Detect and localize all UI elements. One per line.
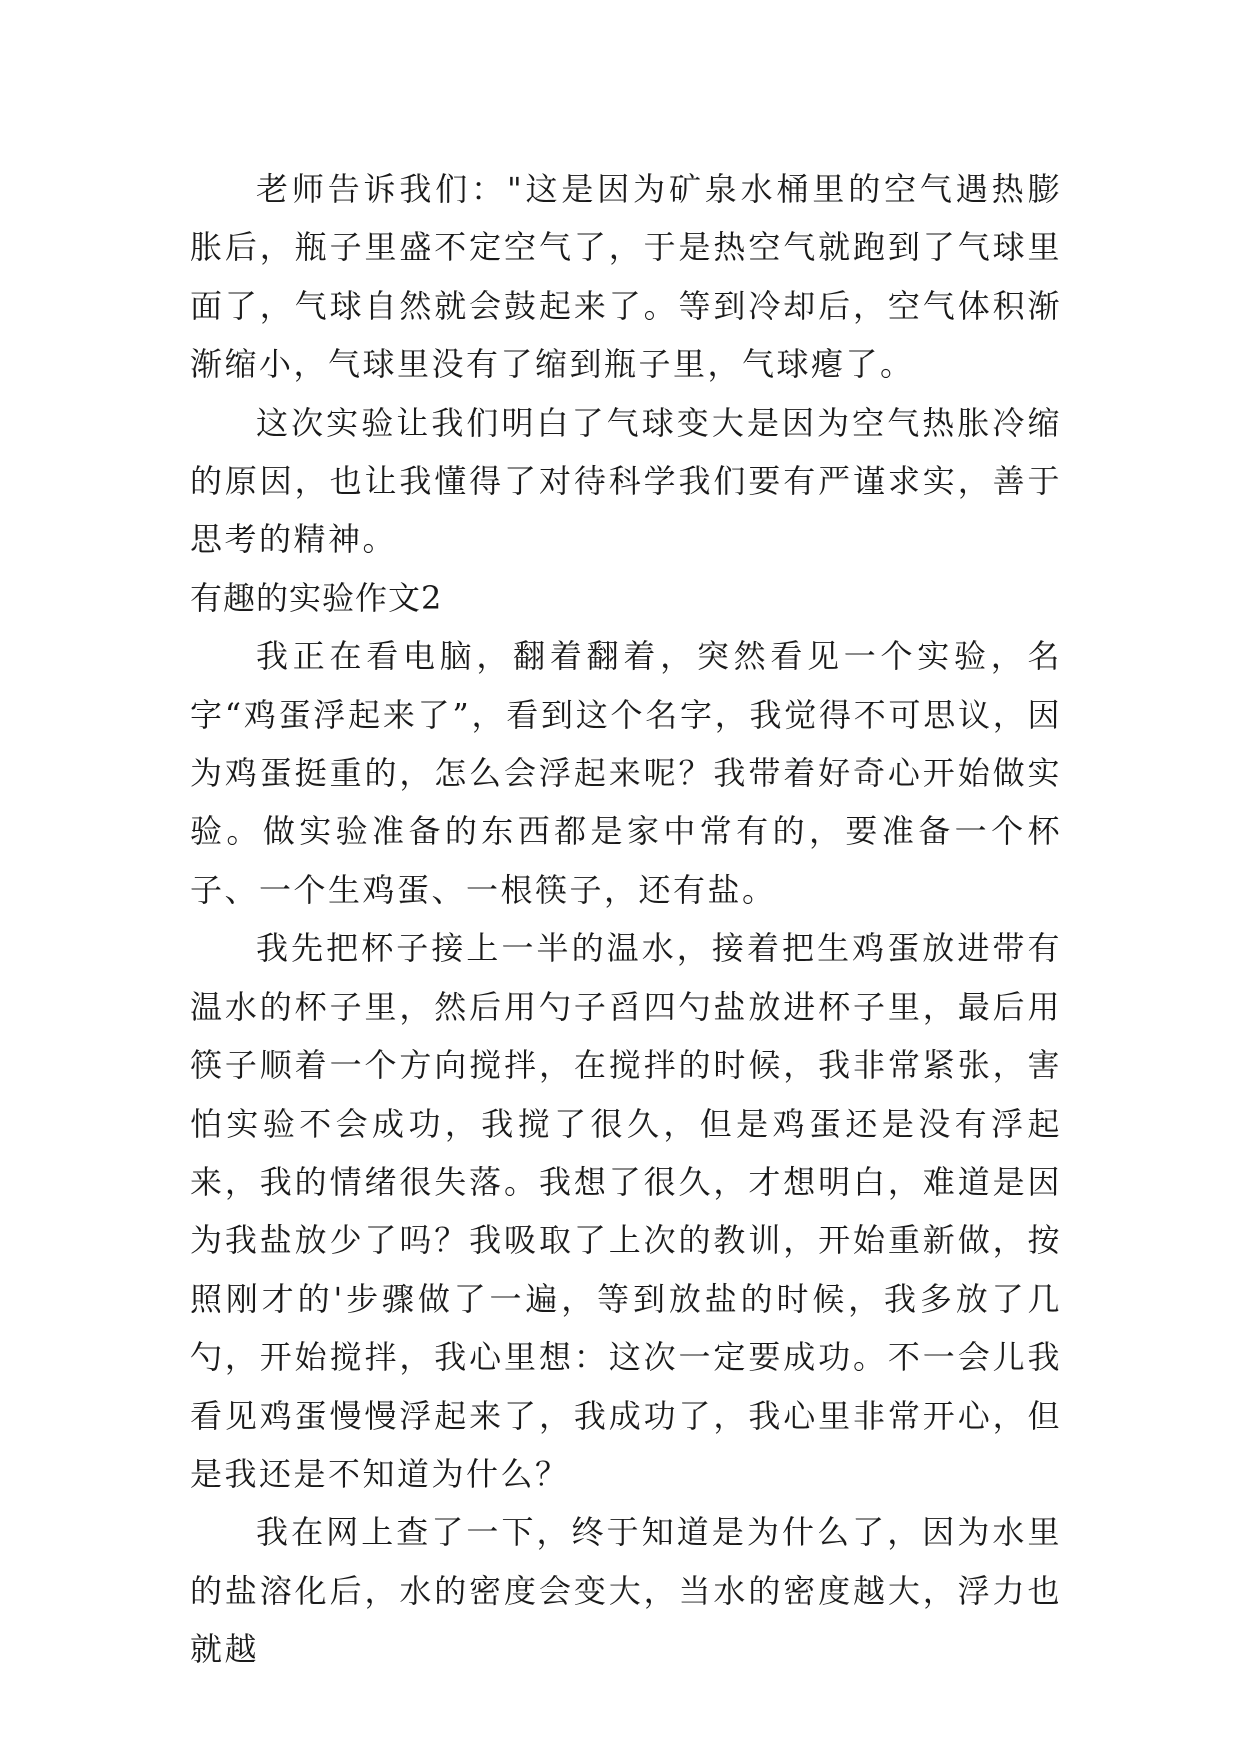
paragraph-egg-explanation: 我在网上查了一下，终于知道是为什么了，因为水里的盐溶化后，水的密度会变大，当水的密度越大，浮力也就越 <box>190 1513 1062 1669</box>
paragraph-egg-intro: 我正在看电脑，翻着翻着，突然看见一个实验，名字“鸡蛋浮起来了”，看到这个名字，我觉得不可思议，因为鸡蛋挺重的，怎么会浮起来呢？我带着好奇心开始做实验。做实验准备的东西都是家中常有的，要准备一个杯子、一个生鸡蛋、一根筷子，还有盐。 <box>190 637 1062 909</box>
paragraph-experiment-lesson: 这次实验让我们明白了气球变大是因为空气热胀冷缩的原因，也让我懂得了对待科学我们要有严谨求实，善于思考的精神。 <box>190 403 1062 559</box>
paragraph-egg-procedure: 我先把杯子接上一半的温水，接着把生鸡蛋放进带有温水的杯子里，然后用勺子舀四勺盐放进杯子里，最后用筷子顺着一个方向搅拌，在搅拌的时候，我非常紧张，害怕实验不会成功，我搅了很久，但是鸡蛋还是没有浮起来，我的情绪很失落。我想了很久，才想明白，难道是因为我盐放少了吗？我吸取了上次的教训，开始重新做，按照刚才的'步骤做了一遍，等到放盐的时候，我多放了几勺，开始搅拌，我心里想：这次一定要成功。不一会儿我看见鸡蛋慢慢浮起来了，我成功了，我心里非常开心，但是我还是不知道为什么？ <box>190 929 1062 1493</box>
essay-heading: 有趣的实验作文2 <box>190 578 443 617</box>
paragraph-teacher-explanation: 老师告诉我们："这是因为矿泉水桶里的空气遇热膨胀后，瓶子里盛不定空气了，于是热空气就跑到了气球里面了，气球自然就会鼓起来了。等到冷却后，空气体积渐渐缩小，气球里没有了缩到瓶子里，气球瘪了。 <box>190 170 1062 384</box>
document-body <box>190 160 1062 1679</box>
